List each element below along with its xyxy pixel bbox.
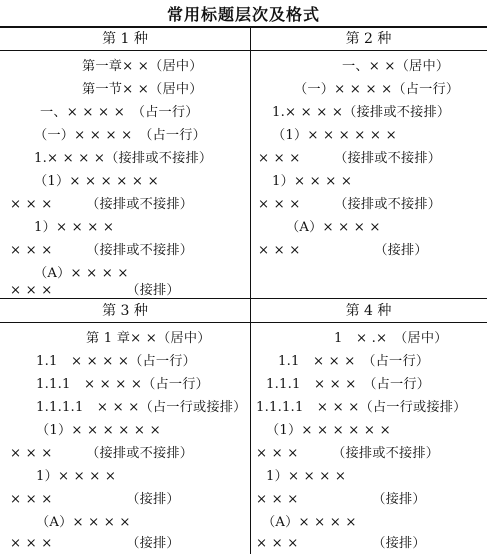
s2-line: （一）× × × ×（占一行） — [294, 82, 460, 97]
s4-line: × × × （接排） — [256, 492, 426, 507]
s1-line: 1）× × × × — [34, 220, 115, 235]
s3-line: × × × （接排或不接排） — [10, 446, 194, 461]
s1-line: × × × （接排） — [10, 283, 180, 298]
s2-line: × × × （接排或不接排） — [258, 197, 442, 212]
s2-line: 一、× ×（居中） — [342, 59, 450, 74]
s2-line: （A）× × × × — [286, 220, 381, 235]
s1-line: （1）× × × × × × — [34, 174, 159, 189]
s2-line: 1）× × × × — [272, 174, 353, 189]
s3-line: 1.1.1.1 × × ×（占一行或接排） — [36, 400, 247, 415]
s1-line: × × × （接排或不接排） — [10, 197, 194, 212]
page-title: 常用标题层次及格式 — [166, 5, 320, 24]
s3-line: 1）× × × × — [36, 469, 117, 484]
s3-line: 1.1.1 × × × ×（占一行） — [36, 377, 210, 392]
s1-line: （A）× × × × — [34, 266, 129, 281]
s4-line: （1）× × × × × × — [266, 423, 391, 438]
s4-line: 1.1.1.1 × × ×（占一行或接排） — [256, 400, 467, 415]
column-divider — [250, 28, 251, 554]
s1-line: （一）× × × × （占一行） — [34, 128, 207, 143]
s4-line: （A）× × × × — [262, 515, 357, 530]
s4-line: × × × （接排） — [256, 536, 426, 551]
s2-line: 1.× × × ×（接排或不接排） — [272, 105, 451, 120]
s3-line: 第 1 章× ×（居中） — [86, 331, 211, 346]
s3-line: （1）× × × × × × — [36, 423, 161, 438]
s4-line: 1）× × × × — [266, 469, 347, 484]
s3-line: 1.1 × × × ×（占一行） — [36, 354, 197, 369]
s3-line: （A）× × × × — [36, 515, 131, 530]
s1-line: 第一节× ×（居中） — [82, 82, 203, 97]
s1-line: 第一章× ×（居中） — [82, 59, 203, 74]
s1-line: 一、× × × × （占一行） — [40, 105, 199, 120]
s2-line: （1）× × × × × × — [272, 128, 397, 143]
s2-line: × × × （接排或不接排） — [258, 151, 442, 166]
s4-line: 1.1.1 × × × （占一行） — [266, 377, 431, 392]
header-style-2: 第 2 种 — [345, 31, 392, 47]
s1-line: × × × （接排或不接排） — [10, 243, 194, 258]
s4-line: 1.1 × × × （占一行） — [278, 354, 430, 369]
s3-line: × × × （接排） — [10, 492, 180, 507]
header-style-3: 第 3 种 — [102, 303, 148, 319]
s4-line: 1 × .× （居中） — [334, 331, 448, 346]
header-divider-top — [0, 50, 487, 51]
s2-line: × × × （接排） — [258, 243, 428, 258]
header-style-1: 第 1 种 — [102, 31, 148, 47]
header-divider-bottom — [0, 322, 487, 323]
s4-line: × × × （接排或不接排） — [256, 446, 440, 461]
header-style-4: 第 4 种 — [345, 303, 392, 319]
heading-format-table — [0, 26, 487, 554]
s1-line: 1.× × × ×（接排或不接排） — [34, 151, 213, 166]
s3-line: × × × （接排） — [10, 536, 180, 551]
